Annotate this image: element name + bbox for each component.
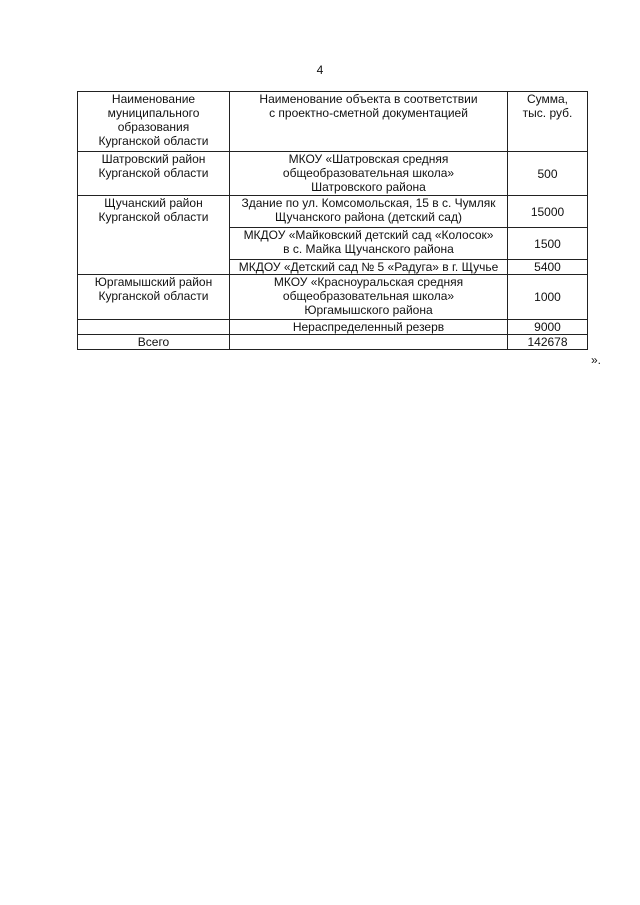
allocation-table — [77, 91, 588, 350]
total-row — [78, 335, 588, 350]
municipality-cell — [78, 196, 230, 275]
municipality-cell — [78, 275, 230, 320]
amount-text: 5400 — [534, 260, 561, 274]
object-cell — [230, 196, 508, 228]
amount-text: 15000 — [530, 204, 565, 219]
object-cell — [230, 260, 508, 275]
closing-quote-mark: ». — [591, 353, 602, 367]
object-text: МКОУ «Шатровская средняя общеобразовательная школа» Шатровского района — [282, 152, 455, 194]
amount-text: 1000 — [534, 290, 561, 304]
total-amount-cell — [508, 335, 588, 350]
header-object-text: Наименование объекта в соответствии с проектно-сметной документацией — [259, 92, 478, 120]
amount-cell — [508, 196, 588, 228]
header-municipality — [78, 92, 230, 152]
object-cell — [230, 275, 508, 320]
total-label-cell — [78, 335, 230, 350]
total-label: Всего — [137, 335, 170, 349]
empty-cell — [78, 320, 230, 335]
object-cell — [230, 228, 508, 260]
table-row — [78, 152, 588, 196]
reserve-row — [78, 320, 588, 335]
header-municipality-text: Наименование муниципального образования Курганской области — [98, 92, 209, 148]
municipality-cell — [78, 152, 230, 196]
object-text: МКДОУ «Детский сад № 5 «Радуга» в г. Щучье — [238, 260, 499, 274]
header-object — [230, 92, 508, 152]
table-row — [78, 196, 588, 228]
municipality-text: Щучанский район Курганской области — [98, 196, 209, 224]
municipality-text: Шатровский район Курганской области — [98, 152, 209, 180]
reserve-label-cell — [230, 320, 508, 335]
reserve-amount: 9000 — [534, 320, 561, 334]
header-amount — [508, 92, 588, 152]
reserve-label: Нераспределенный резерв — [292, 320, 445, 334]
amount-cell — [508, 275, 588, 320]
total-amount: 142678 — [527, 335, 568, 349]
amount-cell — [508, 260, 588, 275]
amount-cell — [508, 228, 588, 260]
object-text: Здание по ул. Комсомольская, 15 в с. Чумляк Щучанского района (детский сад) — [241, 196, 496, 224]
empty-cell — [230, 335, 508, 350]
object-text: МКОУ «Красноуральская средняя общеобразовательная школа» Юргамышского района — [273, 275, 464, 317]
reserve-amount-cell — [508, 320, 588, 335]
header-amount-text: Сумма, тыс. руб. — [522, 92, 573, 120]
amount-cell — [508, 152, 588, 196]
object-cell — [230, 152, 508, 196]
table-header-row — [78, 92, 588, 152]
table-row — [78, 275, 588, 320]
municipality-text: Юргамышский район Курганской области — [94, 275, 213, 303]
amount-text: 1500 — [534, 236, 561, 251]
page-number: 4 — [316, 63, 324, 77]
object-text: МКДОУ «Майковский детский сад «Колосок» в с. Майка Щучанского района — [243, 228, 494, 256]
amount-text: 500 — [537, 166, 558, 181]
